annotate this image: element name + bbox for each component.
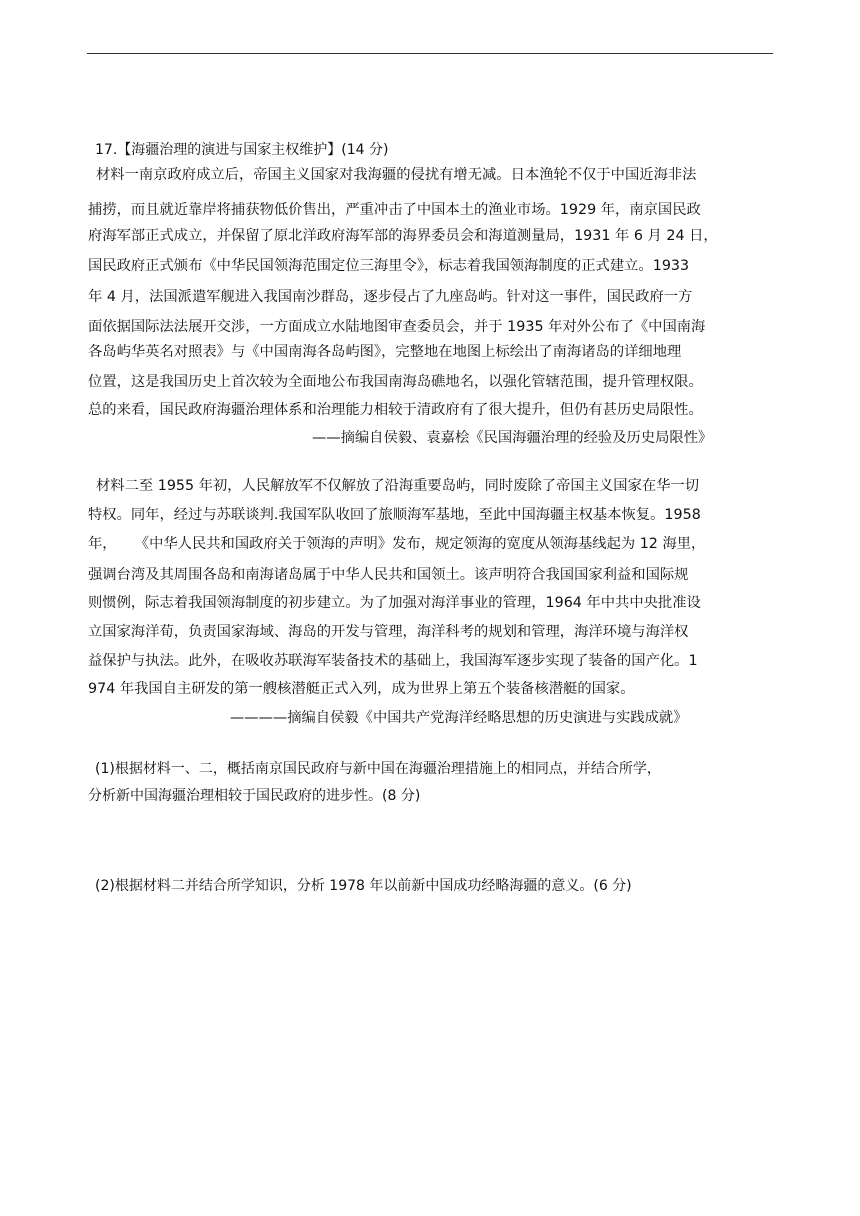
- material-two-line: 强调台湾及其周围各岛和南海诸岛属于中华人民共和国领土。该声明符合我国国家利益和国际规: [88, 567, 689, 583]
- header-rule: [87, 53, 773, 54]
- subquestion-one-line2: 分析新中国海疆治理相较于国民政府的进步性。(8 分): [88, 788, 421, 804]
- material-one-line: 总的来看，国民政府海疆治理体系和治理能力相较于清政府有了很大提升，但仍有甚历史局限性。: [88, 402, 703, 418]
- material-two-line: 年， 《中华人民共和国政府关于领海的声明》发布，规定领海的宽度从领海基线起为 12 海里，: [88, 536, 706, 552]
- material-one-line: 位置，这是我国历史上首次较为全面地公布我国南海岛礁地名，以强化管辖范围，提升管理权限。: [88, 374, 703, 390]
- material-two-line: 则惯例，际志着我国领海制度的初步建立。为了加强对海洋事业的管理，1964 年中共中央批准设: [88, 595, 701, 611]
- material-one-line: 捕捞，而且就近靠岸将捕获物低价售出，严重冲击了中国本土的渔业市场。1929 年，南京国民政: [88, 202, 701, 218]
- material-one-line: 国民政府正式颁布《中华民国领海范围定位三海里令》，标志着我国领海制度的正式建立。1933: [88, 258, 690, 274]
- subquestion-one-line1: (1)根据材料一、二，概括南京国民政府与新中国在海疆治理措施上的相同点，并结合所学，: [95, 761, 661, 777]
- material-one-source: ——摘编自侯毅、袁嘉桧《民国海疆治理的经验及历史局限性》: [312, 430, 713, 446]
- material-one-line: 各岛屿华英名对照表》与《中国南海各岛屿图》，完整地在地图上标绘出了南海诸岛的详细地理: [88, 344, 682, 360]
- material-two-line: 特权。同年，经过与苏联谈判.我国军队收回了旅顺海军基地，至此中国海疆主权基本恢复。1958: [88, 507, 701, 523]
- material-two-line: 974 年我国自主研发的第一艘核潜艇正式入列，成为世界上第五个装备核潜艇的国家。: [88, 681, 635, 697]
- material-one-line: 面依据国际法法展开交涉，一方面成立水陆地图审查委员会，并于 1935 年对外公布了《中国南海: [88, 319, 706, 335]
- material-two-source: ————摘编自侯毅《中国共产党海洋经略思想的历史演进与实践成就》: [230, 710, 688, 726]
- material-two-line: 立国家海洋荀，负责国家海域、海岛的开发与管理，海洋科考的规划和管理，海洋环境与海洋权: [88, 624, 689, 640]
- subquestion-two: (2)根据材料二并结合所学知识，分析 1978 年以前新中国成功经略海疆的意义。(6 分): [95, 878, 632, 894]
- material-one-line: 年 4 月，法国派遣军舰进入我国南沙群岛，逐步侵占了九座岛屿。针对这一事件，国民政府一方: [88, 289, 693, 305]
- material-two-line: 材料二至 1955 年初，人民解放军不仅解放了沿海重要岛屿，同时废除了帝国主义国家在华一切: [96, 478, 700, 494]
- material-two-line: 益保护与执法。此外，在吸收苏联海军装备技术的基础上，我国海军逐步实现了装备的国产化。1: [88, 653, 698, 669]
- material-one-line: 材料一南京政府成立后，帝国主义国家对我海疆的侵扰有增无减。日本渔轮不仅于中国近海非法: [96, 167, 697, 183]
- material-one-line: 府海军部正式成立，并保留了原北洋政府海军部的海界委员会和海道测量局，1931 年 6 月 24 日，: [88, 228, 718, 244]
- question-title: 17.【海疆治理的演进与国家主权维护】(14 分): [95, 142, 389, 158]
